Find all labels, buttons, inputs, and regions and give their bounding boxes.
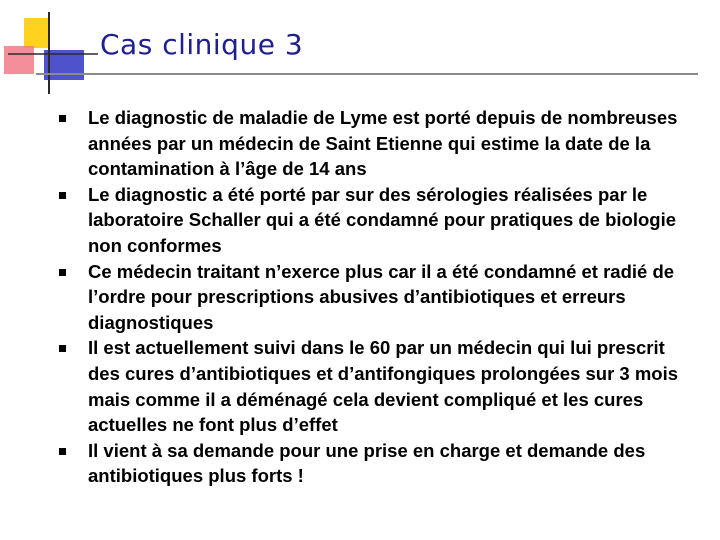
deco-yellow-square [24, 18, 50, 48]
bullet-item [58, 182, 698, 259]
slide-title: Cas clinique 3 [100, 28, 304, 61]
square-bullet-icon [59, 192, 66, 199]
bullet-item [58, 259, 698, 336]
bullet-text: Ce médecin traitant n’exerce plus car il a été condamné et radié de l’ordre pour prescriptions abusives d’antibiotiques et erreurs diagnostiques [88, 260, 675, 333]
bullet-item [58, 335, 698, 437]
square-bullet-icon [59, 448, 66, 455]
bullet-text: Il vient à sa demande pour une prise en charge et demande des antibiotiques plus forts ! [88, 439, 646, 487]
square-bullet-icon [59, 115, 66, 122]
bullet-text: Il est actuellement suivi dans le 60 par un médecin qui lui prescrit des cures d’antibiotiques et d’antifongiques prolongées sur 3 mois mais comme il a déménagé cela devient compliqué et les cures actuelles ne font plus d’effet [88, 337, 679, 436]
title-decoration [0, 0, 100, 100]
bullet-text: Le diagnostic a été porté par sur des sérologies réalisées par le laboratoire Schaller qui a été condamné pour pratiques de biologie non conformes [88, 183, 677, 256]
bullet-text: Le diagnostic de maladie de Lyme est porté depuis de nombreuses années par un médecin de Saint Etienne qui estime la date de la contamination à l’âge de 14 ans [88, 107, 678, 180]
bullet-item [58, 105, 698, 182]
square-bullet-icon [59, 345, 66, 352]
deco-pink-square [4, 46, 34, 74]
bullet-list [58, 105, 698, 489]
square-bullet-icon [59, 269, 66, 276]
title-underline [36, 73, 698, 75]
bullet-item [58, 438, 698, 489]
